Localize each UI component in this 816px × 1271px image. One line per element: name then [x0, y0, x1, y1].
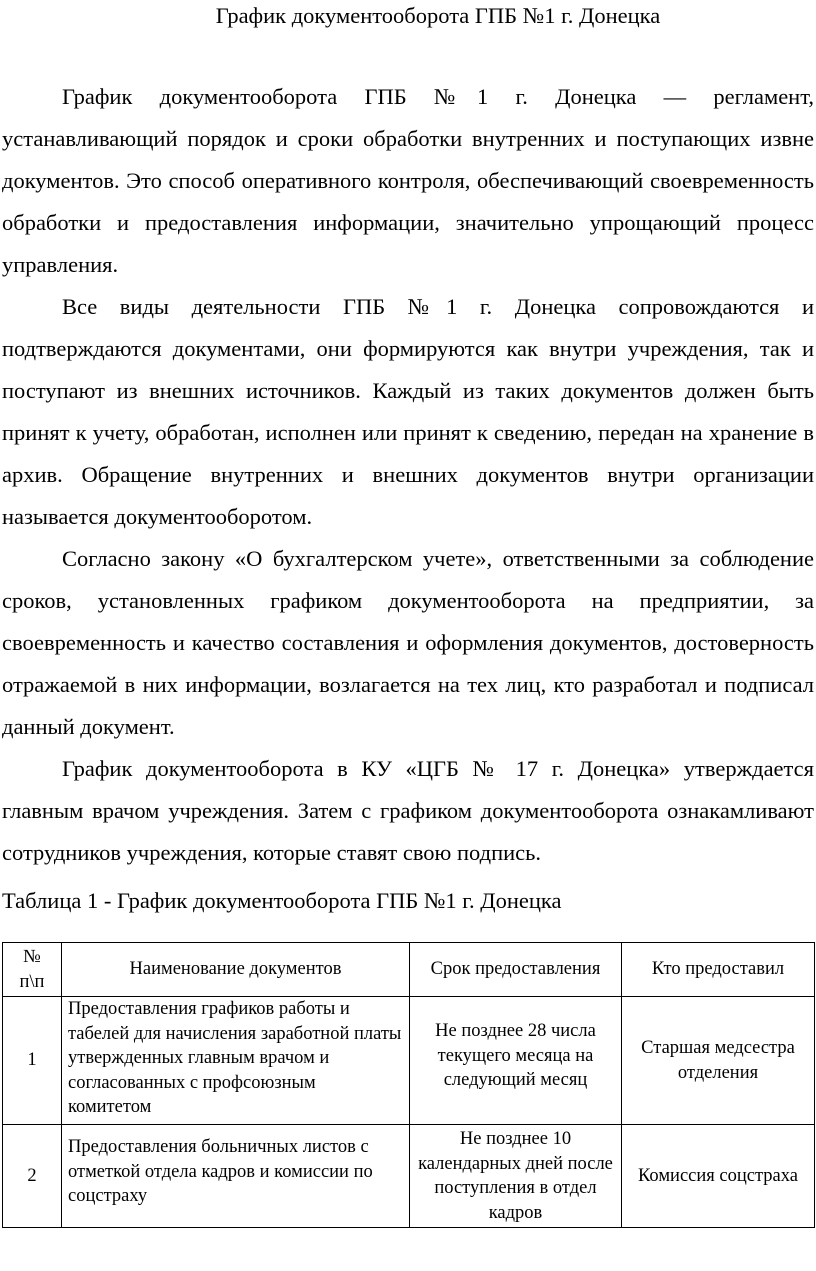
paragraph: Согласно закону «О бухгалтерском учете», ответственными за соблюдение сроков, установленных графиком документооборота на предприятии, за своевременность и качество составления и оформления документов, достоверность отражаемой в них информации, возлагается на тех лиц, кто разработал и подписал данный документ. [2, 546, 814, 739]
header-number: № п\п [3, 943, 62, 997]
cell-term: Не позднее 10 календарных дней после поступления в отдел кадров [410, 1125, 622, 1228]
paragraph: Все виды деятельности ГПБ №1 г. Донецка сопровождаются и подтверждаются документами, они формируются как внутри учреждения, так и поступают из внешних источников. Каждый из таких документов должен быть принят к учету, обработан, исполнен или принят к сведению, передан на хранение в архив. Обращение внутренних и внешних документов внутри организации называется документооборотом. [2, 294, 814, 529]
cell-document-name: Предоставления больничных листов с отметкой отдела кадров и комиссии по соцстраху [62, 1125, 410, 1228]
header-document-name: Наименование документов [62, 943, 410, 997]
header-provider: Кто предоставил [622, 943, 815, 997]
cell-document-name: Предоставления графиков работы и табелей для начисления заработной платы утвержденных главным врачом и согласованных с профсоюзным комитетом [62, 997, 410, 1125]
document-body [2, 76, 814, 874]
document-title: График документооборота ГПБ №1 г. Донецка [215, 3, 661, 28]
table-row [3, 997, 815, 1125]
cell-term: Не позднее 28 числа текущего месяца на следующий месяц [410, 997, 622, 1125]
paragraph: График документооборота в КУ «ЦГБ № 17 г. Донецка» утверждается главным врачом учреждения. Затем с графиком документооборота ознакамливают сотрудников учреждения, которые ставят свою подпись. [2, 756, 814, 865]
table-row [3, 1125, 815, 1228]
table-caption: Таблица 1 - График документооборота ГПБ №1 г. Донецка [2, 888, 562, 913]
cell-number: 1 [3, 997, 62, 1125]
document-schedule-table [2, 942, 815, 1228]
paragraph: График документооборота ГПБ №1 г. Донецка — регламент, устанавливающий порядок и сроки обработки внутренних и поступающих извне документов. Это способ оперативного контроля, обеспечивающий своевременность обработки и предоставления информации, значительно упрощающий процесс управления. [2, 84, 814, 277]
table-header-row [3, 943, 815, 997]
header-term: Срок предоставления [410, 943, 622, 997]
cell-provider: Старшая медсестра отделения [622, 997, 815, 1125]
cell-number: 2 [3, 1125, 62, 1228]
cell-provider: Комиссия соцстраха [622, 1125, 815, 1228]
